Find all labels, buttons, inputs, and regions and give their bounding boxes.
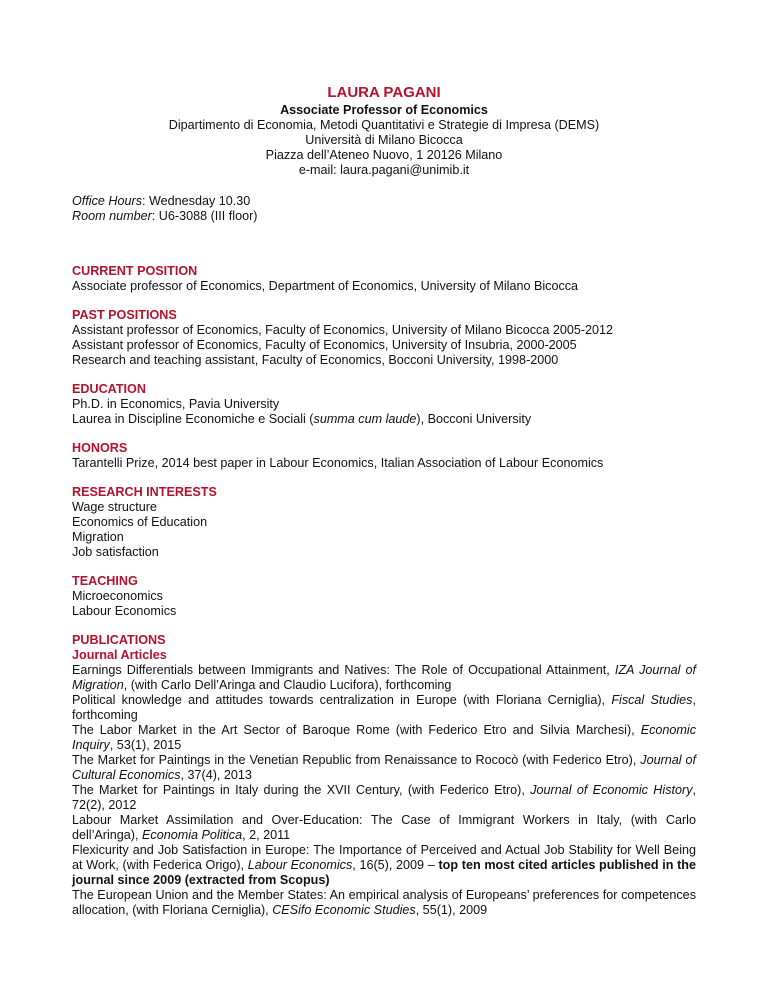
office-info xyxy=(72,194,696,224)
publication-details: , (with Carlo Dell’Aringa and Claudio Lucifora), forthcoming xyxy=(123,678,452,692)
publication-details: , 53(1), 2015 xyxy=(109,738,182,752)
section-title: EDUCATION xyxy=(72,382,146,396)
room-number-value: : U6-3088 (III floor) xyxy=(151,209,258,223)
department: Dipartimento di Economia, Metodi Quantitativi e Strategie di Impresa (DEMS) xyxy=(168,118,600,132)
section-title: TEACHING xyxy=(72,574,138,588)
publication-details: , 37(4), 2013 xyxy=(180,768,252,782)
section-teaching xyxy=(72,574,696,619)
list-item: Ph.D. in Economics, Pavia University xyxy=(72,397,280,411)
section-title: RESEARCH INTERESTS xyxy=(72,485,217,499)
list-item: Research and teaching assistant, Faculty of Economics, Bocconi University, 1998-2000 xyxy=(72,353,559,367)
header xyxy=(72,84,696,178)
list-item: Migration xyxy=(72,530,124,544)
publication-journal: Labour Economics xyxy=(247,858,353,872)
list-item: Job satisfaction xyxy=(72,545,159,559)
degree-honor: summa cum laude xyxy=(313,412,417,426)
subsection-title: Journal Articles xyxy=(72,648,167,662)
list-item: Wage structure xyxy=(72,500,157,514)
publication-item xyxy=(72,753,696,783)
publication-title: Earnings Differentials between Immigrants and Natives: The Role of Occupational Attainment, xyxy=(72,663,615,677)
publication-journal: Economia Politica xyxy=(142,828,243,842)
office-hours-label: Office Hours xyxy=(72,194,142,208)
publication-journal: Journal of Economic History xyxy=(530,783,693,797)
address: Piazza dell’Ateneo Nuovo, 1 20126 Milano xyxy=(265,148,503,162)
publication-item xyxy=(72,888,696,918)
publication-title: Political knowledge and attitudes towards centralization in Europe (with Floriana Cerniglia), xyxy=(72,693,612,707)
publication-title: The European Union and the Member States: An empirical analysis of Europeans’ preferences for competences allocation, (with Floriana Cerniglia), xyxy=(72,888,696,917)
publication-journal: Economic Inquiry xyxy=(72,723,696,752)
list-item: Tarantelli Prize, 2014 best paper in Labour Economics, Italian Association of Labour Economics xyxy=(72,456,604,470)
publication-details: , 16(5), 2009 – xyxy=(352,858,439,872)
section-research-interests xyxy=(72,485,696,560)
publication-title: The Market for Paintings in the Venetian Republic from Renaissance to Rococò (with Federico Etro), xyxy=(72,753,641,767)
publication-details: , forthcoming xyxy=(72,693,696,722)
list-item: Assistant professor of Economics, Faculty of Economics, University of Insubria, 2000-2005 xyxy=(72,338,577,352)
section-title: HONORS xyxy=(72,441,128,455)
list-item xyxy=(72,412,696,427)
section-title: PUBLICATIONS xyxy=(72,633,166,647)
section-education xyxy=(72,382,696,427)
publication-item xyxy=(72,693,696,723)
list-item: Microeconomics xyxy=(72,589,163,603)
list-item: Assistant professor of Economics, Faculty of Economics, University of Milano Bicocca 2005-2012 xyxy=(72,323,614,337)
email: e-mail: laura.pagani@unimib.it xyxy=(298,163,470,177)
publication-details: , 72(2), 2012 xyxy=(72,783,696,812)
section-past-positions xyxy=(72,308,696,368)
list-item: Economics of Education xyxy=(72,515,208,529)
section-title: PAST POSITIONS xyxy=(72,308,177,322)
list-item: Labour Economics xyxy=(72,604,177,618)
publication-item xyxy=(72,843,696,888)
section-honors xyxy=(72,441,696,471)
publication-details: , 55(1), 2009 xyxy=(415,903,488,917)
section-title: CURRENT POSITION xyxy=(72,264,198,278)
publication-highlight: top ten most cited articles published in the journal since 2009 (extracted from Scopus) xyxy=(72,858,696,887)
publication-journal: CESifo Economic Studies xyxy=(272,903,416,917)
section-current-position xyxy=(72,264,696,294)
office-hours xyxy=(72,194,696,209)
room-number-label: Room number xyxy=(72,209,152,223)
university: Università di Milano Bicocca xyxy=(305,133,463,147)
publication-title: Labour Market Assimilation and Over-Education: The Case of Immigrant Workers in Italy, (with Carlo dell’Aringa), xyxy=(72,813,696,842)
publication-item xyxy=(72,723,696,753)
publication-details: , 2, 2011 xyxy=(242,828,291,842)
section-publications xyxy=(72,633,696,918)
publication-item xyxy=(72,813,696,843)
publication-title: The Labor Market in the Art Sector of Baroque Rome (with Federico Etro and Silvia Marchesi), xyxy=(72,723,641,737)
job-title: Associate Professor of Economics xyxy=(280,103,488,117)
publication-item xyxy=(72,783,696,813)
publication-journal: Fiscal Studies xyxy=(611,693,693,707)
publication-title: Flexicurity and Job Satisfaction in Europe: The Importance of Perceived and Actual Job Stability for Well Being at Work, (with Federica Origo), xyxy=(72,843,696,872)
degree-school: ), Bocconi University xyxy=(416,412,532,426)
publication-item xyxy=(72,663,696,693)
publication-journal: Journal of Cultural Economics xyxy=(72,753,697,782)
publication-journal: IZA Journal of Migration xyxy=(72,663,696,692)
degree-text: Laurea in Discipline Economiche e Sociali ( xyxy=(72,412,314,426)
publication-title: The Market for Paintings in Italy during the XVII Century, (with Federico Etro), xyxy=(72,783,531,797)
list-item: Associate professor of Economics, Department of Economics, University of Milano Bicocca xyxy=(72,279,579,293)
room-number xyxy=(72,209,696,224)
person-name: LAURA PAGANI xyxy=(327,84,441,101)
office-hours-value: : Wednesday 10.30 xyxy=(142,194,251,208)
